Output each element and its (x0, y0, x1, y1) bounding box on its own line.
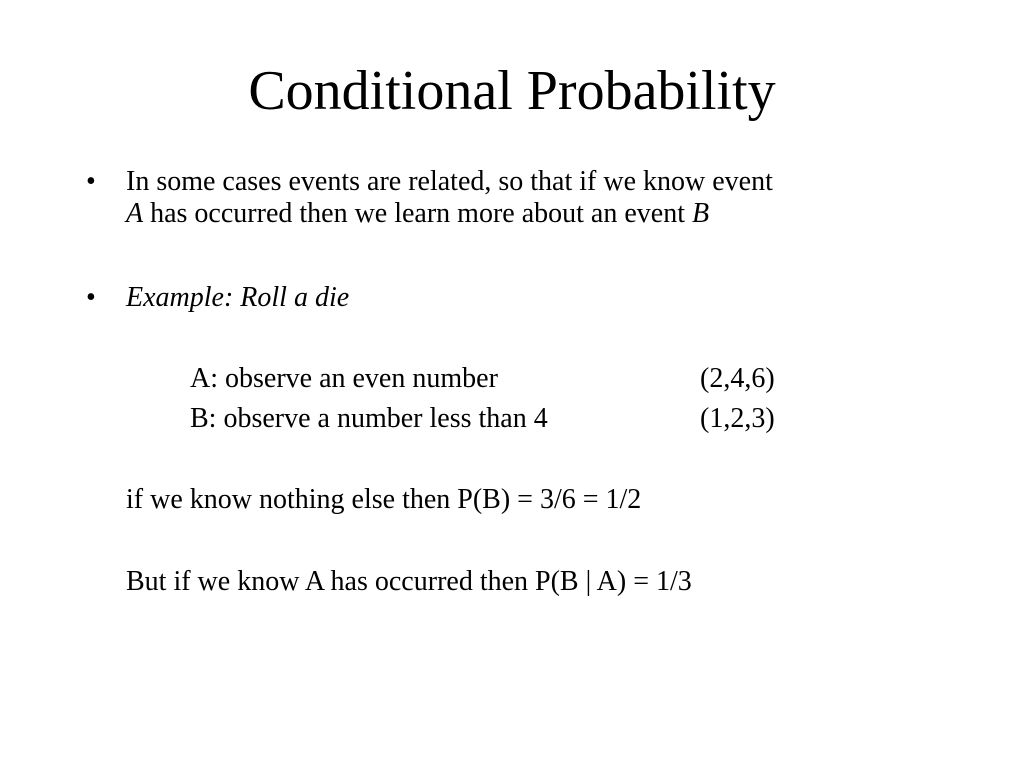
bullet-2-text: Example: Roll a die (126, 282, 350, 313)
event-b-label: B: observe a number less than 4 (190, 403, 548, 434)
event-b-set: (1,2,3) (700, 403, 775, 434)
event-a-set: (2,4,6) (700, 363, 775, 394)
bullet-1-line-1: In some cases events are related, so that if we know event (126, 166, 773, 197)
bullet-2-marker: • (86, 282, 96, 313)
event-b-variable: B (691, 198, 710, 229)
bullet-1-line-2 (126, 198, 709, 230)
bullet-1-line-2-middle: has occurred then we learn more about an event (143, 198, 692, 229)
bullet-1-marker: • (86, 166, 96, 197)
event-a-variable: A (126, 198, 144, 229)
conditional-probability-statement: But if we know A has occurred then P(B | A) = 1/3 (126, 566, 692, 597)
probability-b-statement: if we know nothing else then P(B) = 3/6 = 1/2 (126, 484, 642, 515)
event-a-label: A: observe an even number (190, 363, 498, 394)
slide-title: Conditional Probability (248, 60, 776, 122)
